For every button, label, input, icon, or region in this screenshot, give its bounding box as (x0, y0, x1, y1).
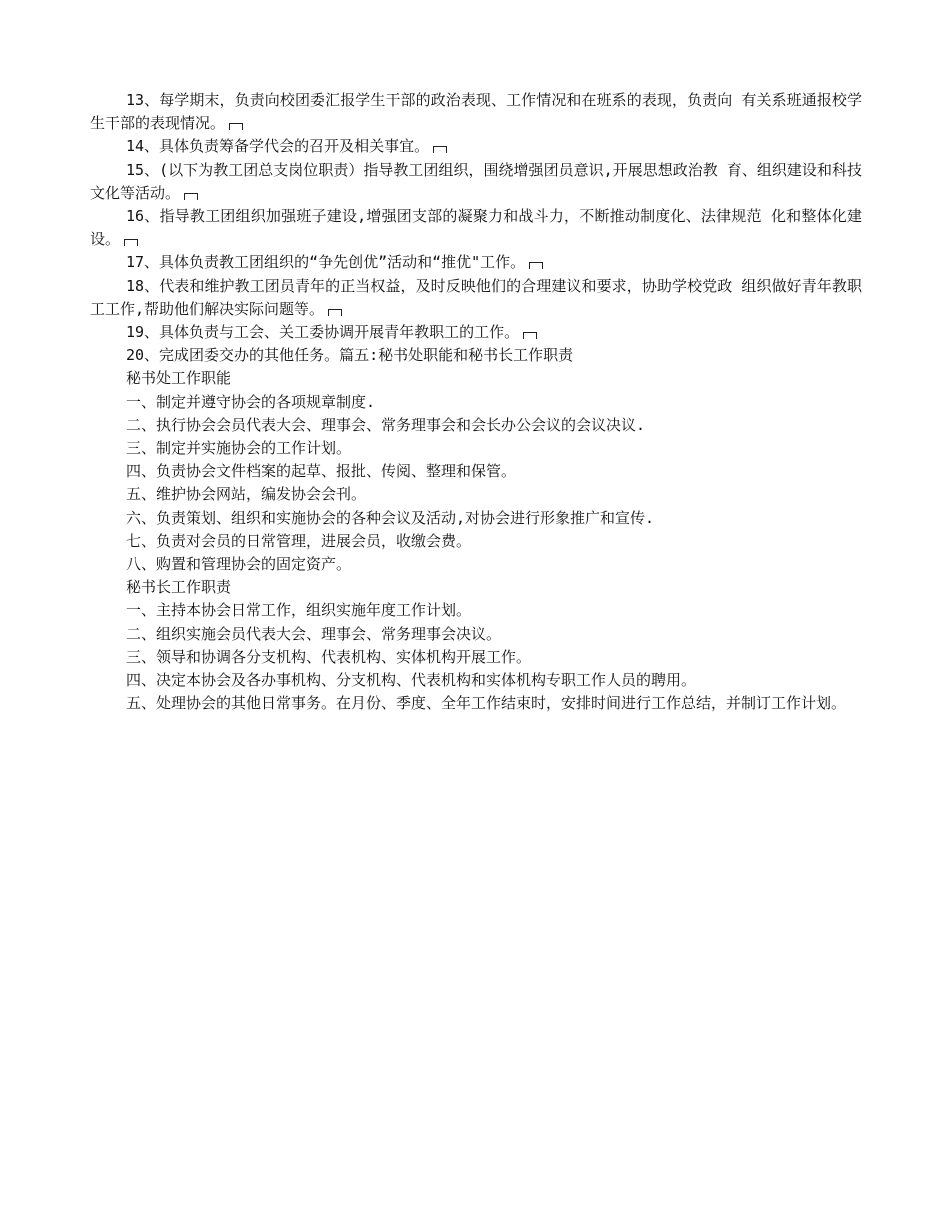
list-item: 六、负责策划、组织和实施协会的各种会议及活动,对协会进行形象推广和宣传. (126, 508, 655, 527)
paragraph: 20、完成团委交办的其他任务。篇五:秘书处职能和秘书长工作职责 (126, 346, 574, 365)
paragraph: 14、具体负责筹备学代会的召开及相关事宜。 (90, 135, 862, 158)
list-item: 二、组织实施会员代表大会、理事会、常务理事会决议。 (126, 624, 502, 643)
return-mark-icon (124, 239, 138, 246)
paragraph: 16、指导教工团组织加强班子建设,增强团支部的凝聚力和战斗力，不断推动制度化、法律规范 化和整体化建设。 (90, 207, 862, 249)
list-item: 三、制定并实施协会的工作计划。 (126, 439, 352, 458)
return-mark-icon (229, 123, 243, 130)
list-item: 一、制定并遵守协会的各项规章制度. (126, 392, 376, 411)
return-mark-icon (529, 262, 543, 269)
list-item: 四、决定本协会及各办事机构、分支机构、代表机构和实体机构专职工作人员的聘用。 (126, 671, 697, 690)
return-mark-icon (184, 193, 198, 200)
return-mark-icon (433, 146, 447, 153)
return-mark-icon (328, 309, 342, 316)
paragraph: 19、具体负责与工会、关工委协调开展青年教职工的工作。 (90, 321, 862, 344)
list-item: 四、负责协会文件档案的起草、报批、传阅、整理和保管。 (126, 462, 517, 481)
list-item: 三、领导和协调各分支机构、代表机构、实体机构开展工作。 (126, 647, 532, 666)
paragraph: 17、具体负责教工团组织的“争先创优”活动和“推优"工作。 (90, 251, 862, 274)
list-item: 七、负责对会员的日常管理，进展会员，收缴会费。 (126, 531, 472, 550)
list-item: 五、处理协会的其他日常事务。在月份、季度、全年工作结束时，安排时间进行工作总结，并制订工作计划。 (126, 694, 847, 713)
paragraph: 13、每学期末，负责向校团委汇报学生干部的政治表现、工作情况和在班系的表现，负责向 有关系班通报校学生干部的表现情况。 (90, 91, 862, 133)
paragraph: 15、(以下为教工团总支岗位职责）指导教工团组织，围绕增强团员意识,开展思想政治教 育、组织建设和科技文化等活动。 (90, 160, 862, 202)
return-mark-icon (523, 332, 537, 339)
list-item: 一、主持本协会日常工作，组织实施年度工作计划。 (126, 601, 472, 620)
paragraph: 18、代表和维护教工团员青年的正当权益，及时反映他们的合理建议和要求，协助学校党政 组织做好青年教职工工作,帮助他们解决实际问题等。 (90, 276, 862, 318)
list-item: 五、维护协会网站，编发协会会刊。 (126, 485, 367, 504)
section-heading: 秘书处工作职能 (126, 369, 232, 388)
list-item: 二、执行协会会员代表大会、理事会、常务理事会和会长办公会议的会议决议. (126, 415, 646, 434)
list-item: 八、购置和管理协会的固定资产。 (126, 555, 352, 574)
section-heading: 秘书长工作职责 (126, 578, 232, 597)
